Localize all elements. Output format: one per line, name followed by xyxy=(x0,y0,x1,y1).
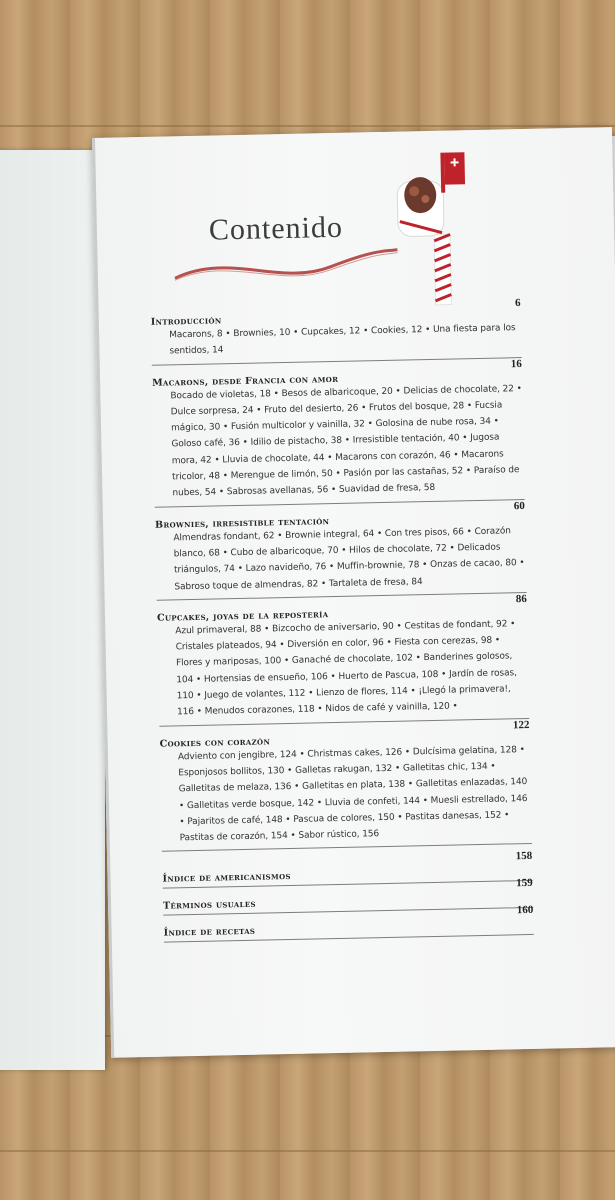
section-page-number: 6 xyxy=(514,297,521,310)
section-recipes: Azul primaveral, 88 • Bizcocho de aniversario, 90 • Cestitas de fondant, 92 • Cristales plateados, 94 • Diversión en color, 96 • Fiesta con cerezas, 98 • Flores y mariposas, 100 • Ganaché de chocolate, 102 • Banderines golosos, 104 • Hortensias de ensueño, 106 • Huerto de Pascua, 108 • Jardín de rosas, 110 • Juego de volantes, 112 • Lienzo de flores, 114 • ¡Llegó la primavera!, 116 • Menudos corazones, 118 • Nidos de café y vainilla, 120 • xyxy=(175,619,517,718)
section-title: Introducción xyxy=(150,315,222,328)
toc-section xyxy=(159,718,532,853)
section-page-number: 60 xyxy=(513,499,525,512)
toc-section xyxy=(150,297,522,365)
previous-page xyxy=(0,150,105,1070)
contents-page xyxy=(92,127,615,1058)
entry-title: Índice de americanismos xyxy=(162,871,291,886)
entry-page-number: 158 xyxy=(515,850,533,863)
toc-section xyxy=(156,592,529,727)
toc-section xyxy=(152,357,525,508)
section-recipes: Almendras fondant, 62 • Brownie integral, 64 • Con tres pisos, 66 • Corazón blanco, 68 • Cubo de albaricoque, 70 • Hilos de chocolate, 72 • Delicados triángulos, 74 • Lazo navideño, 76 • Muffin-brownie, 78 • Onzas de cacao, 80 • Sabroso toque de almendras, 82 • Tartaleta de fresa, 84 xyxy=(173,525,525,592)
wood-seam xyxy=(0,1150,615,1152)
section-page-number: 16 xyxy=(510,357,522,370)
section-recipes: Bocado de violetas, 18 • Besos de albaricoque, 20 • Delicias de chocolate, 22 • Dulce sorpresa, 24 • Fruto del desierto, 26 • Frutos del bosque, 28 • Fucsia mágico, 30 • Fusión multicolor y vainilla, 32 • Golosina de nube rosa, 34 • Goloso café, 36 • Idilio de pistacho, 38 • Irresistible tentación, 40 • Jugosa mora, 42 • Lluvia de chocolate, 44 • Macarons con corazón, 46 • Macarons tricolor, 48 • Merengue de limón, 50 • Pasión por las castañas, 52 • Paraíso de nubes, 54 • Sabrosas avellanas, 56 • Suavidad de fresa, 58 xyxy=(170,383,522,499)
entry-page-number: 160 xyxy=(516,904,534,917)
entry-title: Términos usuales xyxy=(162,899,256,913)
table-of-contents xyxy=(150,297,534,945)
section-page-number: 122 xyxy=(512,718,530,731)
striped-post-icon xyxy=(434,235,451,305)
wood-seam xyxy=(0,125,615,127)
section-title: Cookies con corazón xyxy=(159,736,271,750)
section-recipes: Macarons, 8 • Brownies, 10 • Cupcakes, 12 • Cookies, 12 • Una fiesta para los sentidos, 14 xyxy=(169,323,516,357)
section-title: Brownies, irresistible tentación xyxy=(155,515,330,531)
section-page-number: 86 xyxy=(515,592,527,606)
entry-title: Índice de recetas xyxy=(163,926,256,940)
section-title: Cupcakes, joyas de la repostería xyxy=(156,609,329,624)
entry-page-number: 159 xyxy=(516,877,533,890)
toc-section xyxy=(155,499,527,601)
section-title: Macarons, desde Francia con amor xyxy=(152,373,339,389)
section-recipes: Adviento con jengibre, 124 • Christmas cakes, 126 • Dulcísima gelatina, 128 • Esponjosos bollitos, 130 • Galletas rakugan, 132 • Galletitas chic, 134 • Galletitas de melaza, 136 • Galletitas en plata, 138 • Galletitas enlazadas, 140 • Galletitas verde bosque, 142 • Lluvia de confeti, 144 • Muesli estrellado, 146 • Pajaritos de café, 148 • Pascua de colores, 150 • Pastitas danesas, 152 • Pastitas de corazón, 154 • Sabor rústico, 156 xyxy=(177,744,528,844)
page-title: Contenido xyxy=(208,210,344,247)
mailbox-illustration-icon xyxy=(382,150,485,312)
swoosh-ornament xyxy=(169,244,400,289)
